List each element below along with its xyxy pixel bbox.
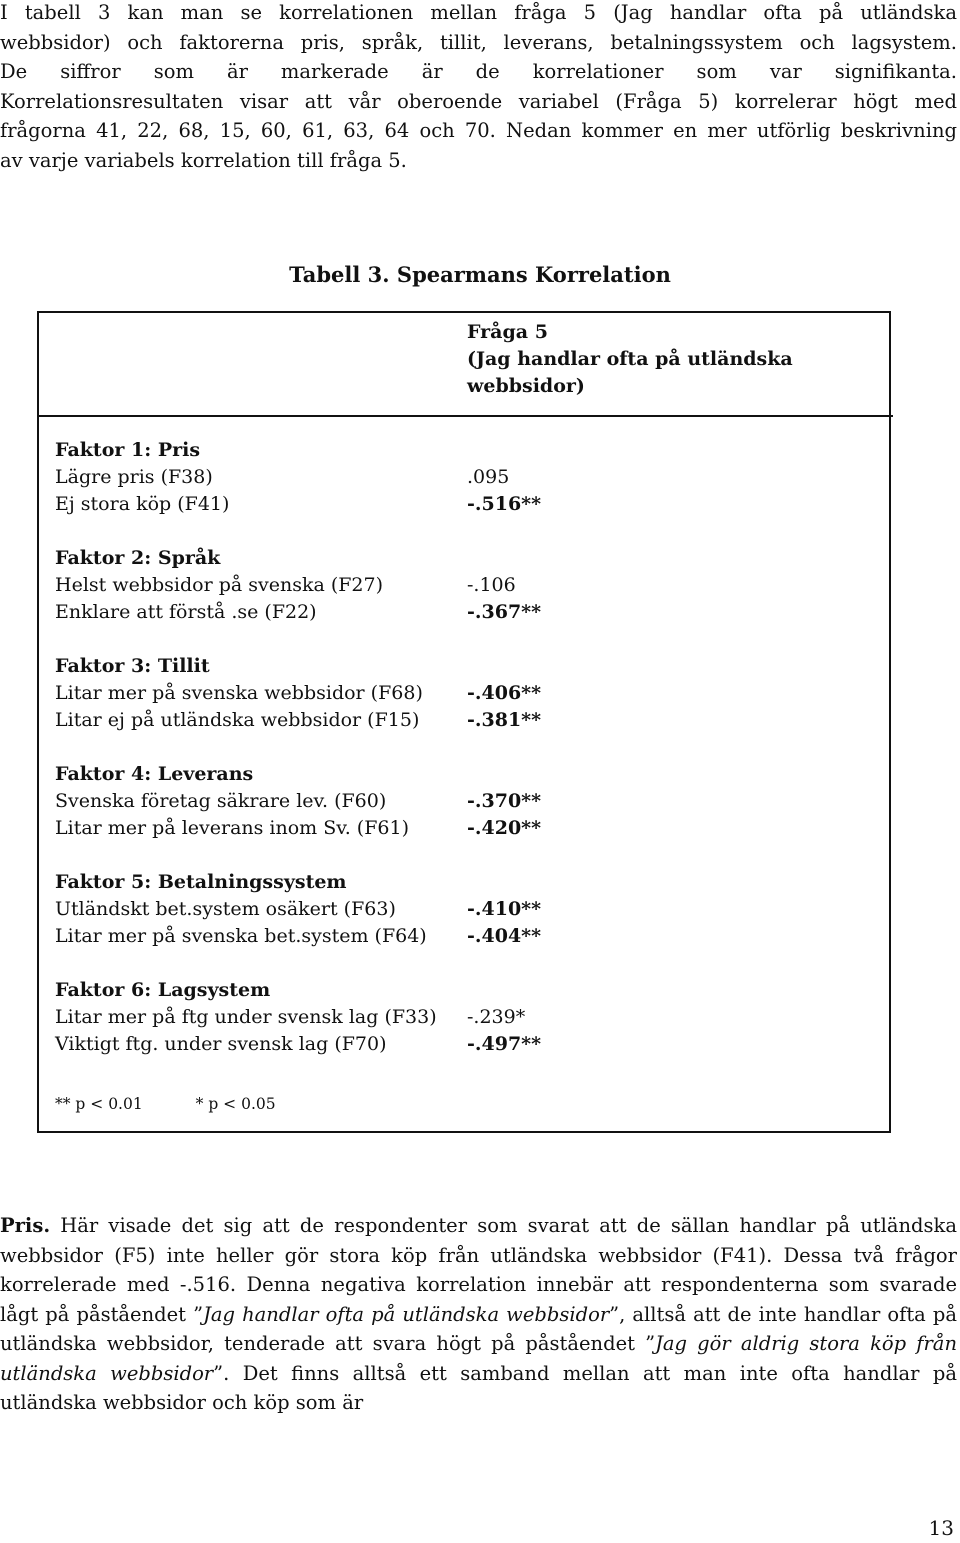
intro-line: Korrelationsresultaten visar att vår oberoende variabel (Fråga 5) korrelerar högt med: [0, 89, 957, 113]
correlation-value: -.367**: [467, 601, 542, 623]
table-row: [55, 923, 875, 950]
quote-statement: Jag gör aldrig stora köp från utländska webbsidor: [0, 1332, 957, 1385]
factor-group: [55, 653, 875, 734]
correlation-value: -.381**: [467, 709, 542, 731]
factor-group: [55, 437, 875, 518]
correlation-table: [37, 311, 891, 1133]
correlation-value: -.239*: [467, 1006, 526, 1028]
table-row: [55, 1004, 875, 1031]
table-row: [55, 680, 875, 707]
factor-heading: Faktor 6: Lagsystem: [55, 979, 271, 1001]
variable-label: Viktigt ftg. under svensk lag (F70): [55, 1033, 387, 1055]
correlation-value: -.106: [467, 574, 516, 596]
factor-heading: Faktor 4: Leverans: [55, 763, 254, 785]
section-lead: Pris.: [0, 1214, 51, 1237]
factor-heading: Faktor 2: Språk: [55, 547, 221, 569]
correlation-value: -.420**: [467, 817, 542, 839]
table-row: [55, 707, 875, 734]
variable-label: Litar mer på ftg under svensk lag (F33): [55, 1006, 437, 1028]
column-header-line: webbsidor): [467, 375, 585, 397]
body-text: Här visade det sig att de respondenter som svarat att de sällan handlar på utländska webbsidor (F5) inte heller gör stora köp från utländska webbsidor (F41). Dessa två frågor korrelerade med -.516. Denna negativa korrelation innebär att respondenterna som svarade lågt på påståendet ”: [0, 1214, 957, 1326]
factor-group: [55, 977, 875, 1058]
table-row: [55, 572, 875, 599]
table-row: [55, 788, 875, 815]
variable-label: Enklare att förstå .se (F22): [55, 601, 317, 623]
body-paragraph: [0, 1211, 957, 1418]
factor-group: [55, 545, 875, 626]
table-row: [55, 599, 875, 626]
correlation-value: -.497**: [467, 1033, 542, 1055]
quote-statement: Jag handlar ofta på utländska webbsidor: [203, 1302, 610, 1326]
column-header-line: (Jag handlar ofta på utländska: [467, 348, 793, 370]
column-header-line: Fråga 5: [467, 321, 548, 343]
factor-group: [55, 869, 875, 950]
page-number: 13: [928, 1516, 954, 1540]
correlation-value: -.410**: [467, 898, 542, 920]
factor-heading: Faktor 5: Betalningssystem: [55, 871, 347, 893]
intro-line: av varje variabels korrelation till fråga 5.: [0, 148, 407, 172]
column-header: [39, 313, 893, 417]
table-row: [55, 1031, 875, 1058]
intro-line: webbsidor) och faktorerna pris, språk, tillit, leverans, betalningssystem och lagsystem.: [0, 30, 957, 54]
footnote-p05: * p < 0.05: [195, 1095, 276, 1113]
correlation-value: -.370**: [467, 790, 542, 812]
table-row: [55, 464, 875, 491]
correlation-value: .095: [467, 466, 510, 488]
table-row: [55, 896, 875, 923]
variable-label: Litar mer på svenska webbsidor (F68): [55, 682, 423, 704]
table-title: Tabell 3. Spearmans Korrelation: [289, 262, 671, 287]
table-row: [55, 491, 875, 518]
correlation-value: -.404**: [467, 925, 542, 947]
factor-heading: Faktor 3: Tillit: [55, 655, 210, 677]
correlation-value: -.406**: [467, 682, 542, 704]
body-text: ”, alltså att de inte handlar ofta på utländska webbsidor, tenderade att svara högt på påståendet ”: [0, 1302, 958, 1355]
variable-label: Ej stora köp (F41): [55, 493, 230, 515]
variable-label: Litar mer på svenska bet.system (F64): [55, 925, 427, 947]
factor-list: [55, 437, 875, 1085]
variable-label: Litar mer på leverans inom Sv. (F61): [55, 817, 409, 839]
correlation-value: -.516**: [467, 493, 542, 515]
table-row: [55, 815, 875, 842]
table-footnote: [55, 1095, 276, 1113]
variable-label: Litar ej på utländska webbsidor (F15): [55, 709, 420, 731]
footnote-p01: ** p < 0.01: [55, 1095, 143, 1113]
intro-line: frågorna 41, 22, 68, 15, 60, 61, 63, 64 och 70. Nedan kommer en mer utförlig beskrivning: [0, 119, 957, 142]
intro-line: De siffror som är markerade är de korrelationer som var signifikanta.: [0, 60, 957, 83]
factor-group: [55, 761, 875, 842]
variable-label: Utländskt bet.system osäkert (F63): [55, 898, 396, 920]
intro-paragraph: [0, 0, 957, 175]
factor-heading: Faktor 1: Pris: [55, 439, 201, 461]
variable-label: Helst webbsidor på svenska (F27): [55, 574, 384, 596]
variable-label: Lägre pris (F38): [55, 466, 213, 488]
intro-line: I tabell 3 kan man se korrelationen mellan fråga 5 (Jag handlar ofta på utländska: [0, 1, 957, 24]
variable-label: Svenska företag säkrare lev. (F60): [55, 790, 387, 812]
body-text: ”. Det finns alltså ett samband mellan att man inte ofta handlar på utländska webbsidor och köp som är: [0, 1361, 958, 1414]
